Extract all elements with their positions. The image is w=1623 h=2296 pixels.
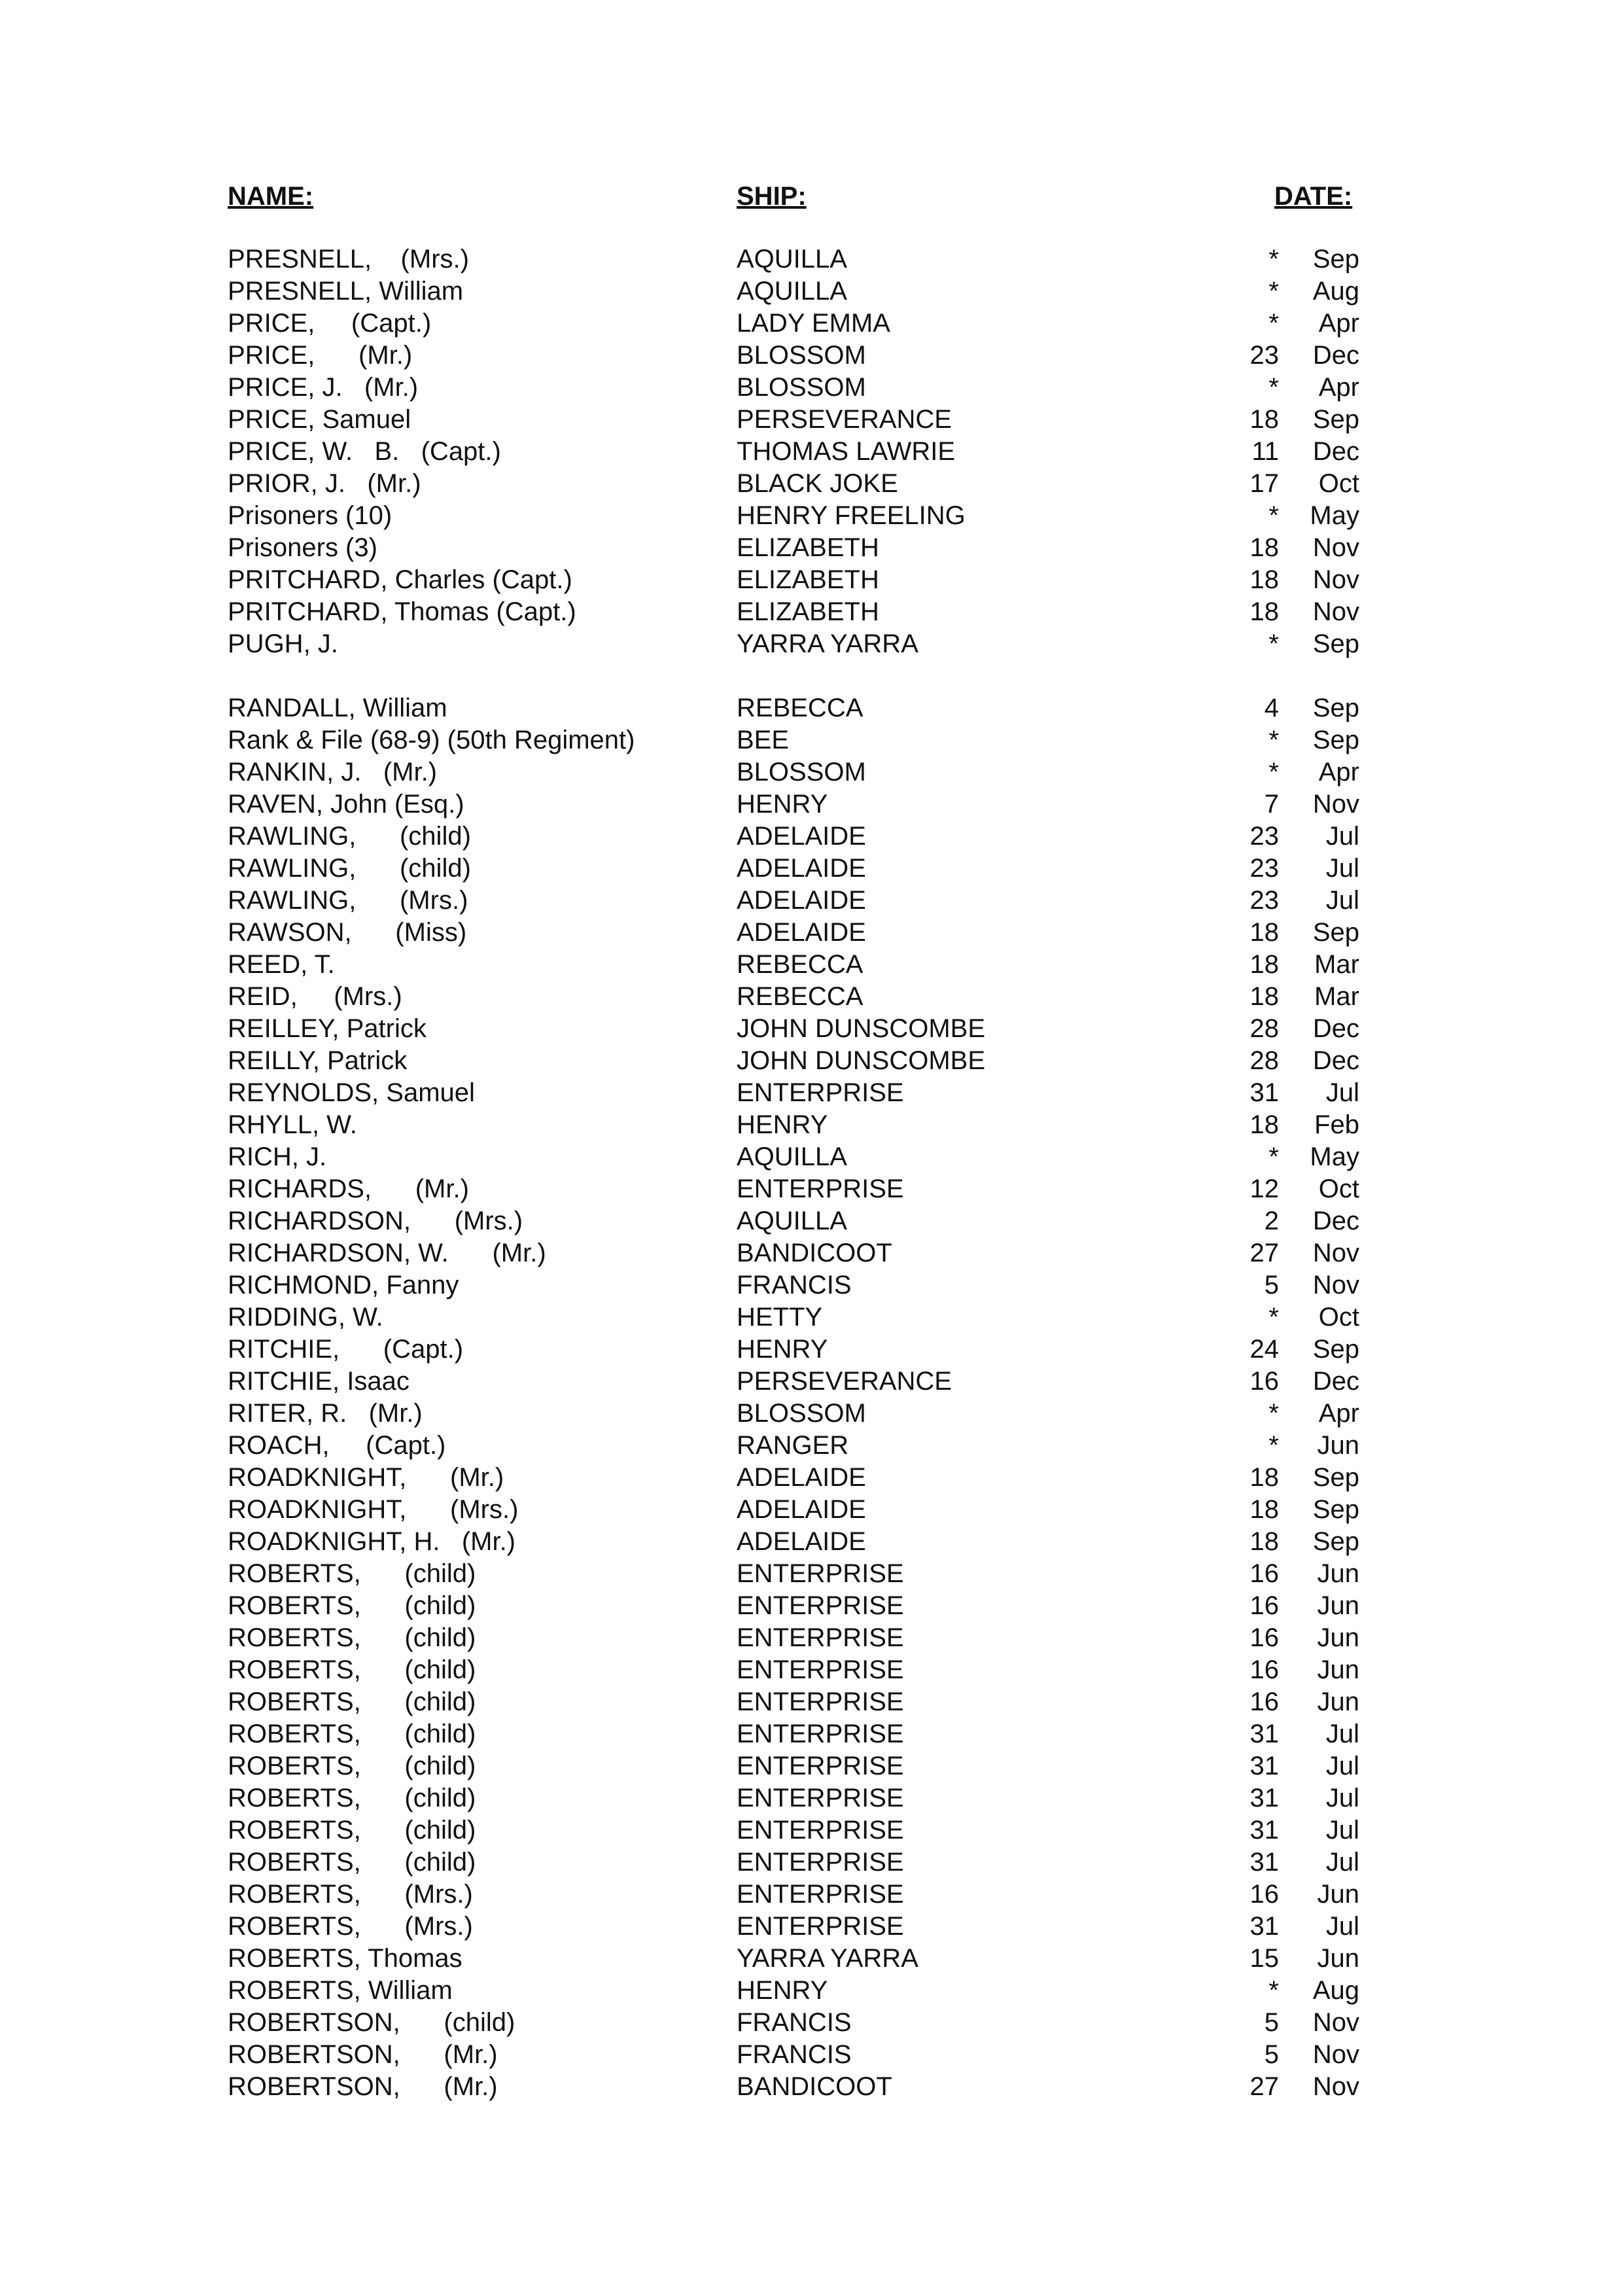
name-cell: RAWLING, (Mrs.) — [228, 886, 468, 915]
ship-cell: ENTERPRISE — [737, 1912, 904, 1941]
group-separator — [0, 660, 1623, 692]
date-month-cell: Jul — [1325, 854, 1359, 883]
date-month-cell: Jul — [1325, 1752, 1359, 1780]
name-cell: ROBERTS, Thomas — [228, 1944, 462, 1973]
date-month-cell: Aug — [1312, 1976, 1359, 2005]
date-month-cell: Apr — [1318, 1399, 1359, 1428]
date-month-cell: Feb — [1314, 1110, 1359, 1139]
ship-cell: ENTERPRISE — [737, 1720, 904, 1748]
name-cell: Prisoners (3) — [228, 533, 377, 562]
ship-cell: ENTERPRISE — [737, 1559, 904, 1588]
list-row — [0, 1237, 1623, 1269]
date-day-cell: 5 — [1264, 1271, 1279, 1299]
date-month-cell: Nov — [1312, 1271, 1359, 1299]
date-month-cell: Sep — [1312, 918, 1359, 947]
ship-cell: YARRA YARRA — [737, 1944, 918, 1973]
ship-cell: ENTERPRISE — [737, 1655, 904, 1684]
date-month-cell: May — [1310, 1142, 1359, 1171]
date-day-cell: 18 — [1249, 1495, 1279, 1524]
name-cell: ROBERTS, (child) — [228, 1623, 476, 1652]
list-row — [0, 788, 1623, 821]
list-row — [0, 1750, 1623, 1782]
list-row — [0, 885, 1623, 917]
list-row — [0, 1430, 1623, 1462]
name-cell: ROADKNIGHT, (Mrs.) — [228, 1495, 519, 1524]
name-cell: ROBERTS, (Mrs.) — [228, 1880, 473, 1909]
list-row — [0, 821, 1623, 853]
name-cell: ROBERTS, (child) — [228, 1687, 476, 1716]
list-row — [0, 1141, 1623, 1173]
ship-cell: ADELAIDE — [737, 1463, 866, 1492]
date-month-cell: Mar — [1314, 982, 1359, 1011]
name-cell: Rank & File (68-9) (50th Regiment) — [228, 726, 635, 754]
date-day-cell: * — [1268, 1976, 1279, 2005]
list-row — [0, 1558, 1623, 1590]
list-row — [0, 1013, 1623, 1045]
date-day-cell: * — [1268, 245, 1279, 274]
list-row — [0, 1622, 1623, 1654]
date-day-cell: 16 — [1249, 1367, 1279, 1396]
ship-cell: ADELAIDE — [737, 1495, 866, 1524]
date-day-cell: * — [1268, 277, 1279, 306]
name-cell: RICHMOND, Fanny — [228, 1271, 459, 1299]
date-day-cell: * — [1268, 1142, 1279, 1171]
date-day-cell: 23 — [1249, 822, 1279, 851]
date-month-cell: Apr — [1318, 758, 1359, 786]
name-cell: RAWLING, (child) — [228, 854, 471, 883]
list-row — [0, 532, 1623, 564]
date-day-cell: 31 — [1249, 1912, 1279, 1941]
list-row — [0, 1398, 1623, 1430]
date-day-cell: 16 — [1249, 1880, 1279, 1909]
list-row — [0, 1654, 1623, 1686]
name-cell: RICHARDS, (Mr.) — [228, 1174, 469, 1203]
date-day-cell: 11 — [1251, 437, 1279, 466]
date-day-cell: * — [1268, 1303, 1279, 1332]
passenger-list — [0, 243, 1623, 2103]
date-month-cell: Sep — [1312, 1495, 1359, 1524]
name-cell: ROBERTS, (child) — [228, 1655, 476, 1684]
list-row — [0, 724, 1623, 756]
name-column-header: NAME: — [228, 182, 314, 211]
name-cell: PRIOR, J. (Mr.) — [228, 469, 421, 498]
date-month-cell: Jun — [1317, 1880, 1359, 1909]
name-cell: ROBERTS, (child) — [228, 1752, 476, 1780]
name-cell: RAWSON, (Miss) — [228, 918, 467, 947]
date-month-cell: Sep — [1312, 1527, 1359, 1556]
list-row — [0, 1301, 1623, 1333]
date-month-cell: Dec — [1312, 1014, 1359, 1043]
list-row — [0, 468, 1623, 500]
date-day-cell: 18 — [1249, 950, 1279, 979]
date-month-cell: Oct — [1318, 469, 1359, 498]
ship-cell: THOMAS LAWRIE — [737, 437, 956, 466]
ship-cell: ENTERPRISE — [737, 1623, 904, 1652]
list-row — [0, 340, 1623, 372]
date-day-cell: 31 — [1249, 1848, 1279, 1877]
name-cell: RICH, J. — [228, 1142, 327, 1171]
list-row — [0, 756, 1623, 788]
ship-cell: REBECCA — [737, 950, 864, 979]
list-row — [0, 2007, 1623, 2039]
date-month-cell: Dec — [1312, 1367, 1359, 1396]
date-month-cell: Jun — [1317, 1591, 1359, 1620]
ship-cell: HENRY — [737, 1976, 828, 2005]
date-day-cell: * — [1268, 758, 1279, 786]
ship-cell: JOHN DUNSCOMBE — [737, 1014, 986, 1043]
ship-cell: REBECCA — [737, 982, 864, 1011]
date-day-cell: 18 — [1249, 918, 1279, 947]
date-month-cell: Aug — [1312, 277, 1359, 306]
date-day-cell: 18 — [1249, 533, 1279, 562]
list-row — [0, 243, 1623, 275]
date-day-cell: 18 — [1249, 1527, 1279, 1556]
ship-cell: ADELAIDE — [737, 886, 866, 915]
name-cell: RANKIN, J. (Mr.) — [228, 758, 437, 786]
date-day-cell: 18 — [1249, 405, 1279, 434]
date-day-cell: 18 — [1249, 565, 1279, 594]
name-cell: RICHARDSON, W. (Mr.) — [228, 1239, 546, 1267]
ship-cell: ENTERPRISE — [737, 1078, 904, 1107]
date-month-cell: Jun — [1317, 1944, 1359, 1973]
ship-cell: ADELAIDE — [737, 918, 866, 947]
date-month-cell: Jul — [1325, 1816, 1359, 1845]
date-month-cell: Nov — [1312, 790, 1359, 819]
ship-cell: ELIZABETH — [737, 565, 879, 594]
ship-cell: BLOSSOM — [737, 758, 866, 786]
date-month-cell: Sep — [1312, 1463, 1359, 1492]
list-row — [0, 1975, 1623, 2007]
list-row — [0, 564, 1623, 596]
ship-cell: FRANCIS — [737, 1271, 852, 1299]
date-day-cell: * — [1268, 309, 1279, 338]
list-row — [0, 853, 1623, 885]
name-cell: RHYLL, W. — [228, 1110, 357, 1139]
ship-cell: ENTERPRISE — [737, 1848, 904, 1877]
ship-cell: HETTY — [737, 1303, 823, 1332]
ship-cell: AQUILLA — [737, 1207, 847, 1235]
date-month-cell: Oct — [1318, 1303, 1359, 1332]
name-cell: ROBERTS, (child) — [228, 1559, 476, 1588]
date-month-cell: Jun — [1317, 1623, 1359, 1652]
name-cell: RICHARDSON, (Mrs.) — [228, 1207, 523, 1235]
ship-cell: BEE — [737, 726, 790, 754]
list-row — [0, 404, 1623, 436]
ship-cell: HENRY — [737, 1110, 828, 1139]
list-row — [0, 1205, 1623, 1237]
date-day-cell: 7 — [1264, 790, 1279, 819]
date-month-cell: Dec — [1312, 437, 1359, 466]
date-month-cell: Jul — [1325, 1720, 1359, 1748]
list-row — [0, 628, 1623, 660]
list-row — [0, 1366, 1623, 1398]
ship-cell: HENRY — [737, 790, 828, 819]
name-cell: ROBERTSON, (Mr.) — [228, 2072, 498, 2101]
date-day-cell: 16 — [1249, 1655, 1279, 1684]
column-headers — [0, 177, 1623, 216]
name-cell: Prisoners (10) — [228, 501, 393, 530]
ship-cell: AQUILLA — [737, 277, 847, 306]
date-month-cell: Dec — [1312, 1046, 1359, 1075]
date-month-cell: Nov — [1312, 597, 1359, 626]
ship-cell: ADELAIDE — [737, 1527, 866, 1556]
date-day-cell: * — [1268, 1431, 1279, 1460]
list-row — [0, 308, 1623, 340]
date-day-cell: 5 — [1264, 2008, 1279, 2037]
name-cell: RITCHIE, Isaac — [228, 1367, 410, 1396]
list-row — [0, 1333, 1623, 1366]
name-cell: PRICE, (Mr.) — [228, 341, 413, 370]
name-cell: ROBERTSON, (child) — [228, 2008, 515, 2037]
ship-cell: ENTERPRISE — [737, 1880, 904, 1909]
list-row — [0, 596, 1623, 628]
ship-cell: ELIZABETH — [737, 533, 879, 562]
name-cell: PRESNELL, William — [228, 277, 464, 306]
ship-cell: HENRY — [737, 1335, 828, 1364]
date-day-cell: 31 — [1249, 1752, 1279, 1780]
list-row — [0, 917, 1623, 949]
list-row — [0, 500, 1623, 532]
date-month-cell: Mar — [1314, 950, 1359, 979]
name-cell: PRITCHARD, Charles (Capt.) — [228, 565, 572, 594]
name-cell: PRITCHARD, Thomas (Capt.) — [228, 597, 576, 626]
ship-cell: RANGER — [737, 1431, 849, 1460]
date-day-cell: 16 — [1249, 1559, 1279, 1588]
date-day-cell: 16 — [1249, 1623, 1279, 1652]
date-month-cell: Sep — [1312, 629, 1359, 658]
name-cell: ROBERTS, (Mrs.) — [228, 1912, 473, 1941]
ship-cell: LADY EMMA — [737, 309, 890, 338]
date-day-cell: 28 — [1249, 1046, 1279, 1075]
ship-cell: BANDICOOT — [737, 2072, 892, 2101]
ship-cell: ADELAIDE — [737, 854, 866, 883]
name-cell: REILLEY, Patrick — [228, 1014, 427, 1043]
date-month-cell: Oct — [1318, 1174, 1359, 1203]
name-cell: RAWLING, (child) — [228, 822, 471, 851]
date-month-cell: Sep — [1312, 726, 1359, 754]
name-cell: REID, (Mrs.) — [228, 982, 402, 1011]
date-day-cell: 31 — [1249, 1784, 1279, 1812]
list-row — [0, 1173, 1623, 1205]
ship-cell: ENTERPRISE — [737, 1816, 904, 1845]
date-month-cell: Sep — [1312, 694, 1359, 722]
ship-cell: PERSEVERANCE — [737, 405, 952, 434]
list-row — [0, 1462, 1623, 1494]
list-row — [0, 1846, 1623, 1879]
list-row — [0, 1494, 1623, 1526]
name-cell: PUGH, J. — [228, 629, 338, 658]
name-cell: PRICE, J. (Mr.) — [228, 373, 419, 402]
list-row — [0, 1109, 1623, 1141]
date-month-cell: Sep — [1312, 1335, 1359, 1364]
ship-cell: BANDICOOT — [737, 1239, 892, 1267]
date-day-cell: 18 — [1249, 1110, 1279, 1139]
list-row — [0, 1045, 1623, 1077]
name-cell: ROADKNIGHT, H. (Mr.) — [228, 1527, 515, 1556]
date-day-cell: 18 — [1249, 597, 1279, 626]
name-cell: ROBERTS, (child) — [228, 1720, 476, 1748]
list-row — [0, 372, 1623, 404]
name-cell: ROBERTS, (child) — [228, 1591, 476, 1620]
date-month-cell: Jul — [1325, 822, 1359, 851]
name-cell: RAVEN, John (Esq.) — [228, 790, 464, 819]
date-month-cell: Sep — [1312, 405, 1359, 434]
ship-column-header: SHIP: — [737, 182, 807, 211]
list-row — [0, 1077, 1623, 1109]
date-month-cell: Jul — [1325, 1078, 1359, 1107]
date-day-cell: 18 — [1249, 1463, 1279, 1492]
list-row — [0, 1526, 1623, 1558]
date-month-cell: Dec — [1312, 341, 1359, 370]
date-month-cell: Nov — [1312, 2072, 1359, 2101]
date-day-cell: * — [1268, 629, 1279, 658]
date-day-cell: 27 — [1249, 1239, 1279, 1267]
ship-cell: HENRY FREELING — [737, 501, 966, 530]
list-row — [0, 2071, 1623, 2103]
date-day-cell: * — [1268, 1399, 1279, 1428]
list-row — [0, 1686, 1623, 1718]
list-row — [0, 981, 1623, 1013]
list-row — [0, 275, 1623, 308]
ship-cell: BLACK JOKE — [737, 469, 898, 498]
ship-cell: YARRA YARRA — [737, 629, 918, 658]
ship-cell: ENTERPRISE — [737, 1687, 904, 1716]
date-month-cell: Dec — [1312, 1207, 1359, 1235]
list-row — [0, 436, 1623, 468]
date-day-cell: 27 — [1249, 2072, 1279, 2101]
name-cell: ROBERTS, (child) — [228, 1848, 476, 1877]
name-cell: ROBERTSON, (Mr.) — [228, 2040, 498, 2069]
date-month-cell: Apr — [1318, 373, 1359, 402]
ship-cell: AQUILLA — [737, 1142, 847, 1171]
list-row — [0, 1782, 1623, 1814]
date-day-cell: 4 — [1264, 694, 1279, 722]
date-day-cell: 18 — [1249, 982, 1279, 1011]
ship-cell: BLOSSOM — [737, 1399, 866, 1428]
date-month-cell: Sep — [1312, 245, 1359, 274]
ship-cell: BLOSSOM — [737, 341, 866, 370]
ship-cell: ELIZABETH — [737, 597, 879, 626]
name-cell: REED, T. — [228, 950, 335, 979]
name-cell: ROBERTS, (child) — [228, 1816, 476, 1845]
name-cell: RITCHIE, (Capt.) — [228, 1335, 464, 1364]
list-row — [0, 692, 1623, 724]
ship-cell: ADELAIDE — [737, 822, 866, 851]
ship-cell: FRANCIS — [737, 2040, 852, 2069]
date-day-cell: 23 — [1249, 341, 1279, 370]
date-day-cell: * — [1268, 501, 1279, 530]
date-day-cell: 15 — [1249, 1944, 1279, 1973]
ship-cell: ENTERPRISE — [737, 1174, 904, 1203]
date-month-cell: Jul — [1325, 1912, 1359, 1941]
date-day-cell: 2 — [1264, 1207, 1279, 1235]
ship-cell: ENTERPRISE — [737, 1591, 904, 1620]
ship-cell: ENTERPRISE — [737, 1784, 904, 1812]
date-month-cell: Jul — [1325, 886, 1359, 915]
date-month-cell: Jun — [1317, 1687, 1359, 1716]
date-day-cell: 31 — [1249, 1720, 1279, 1748]
ship-cell: FRANCIS — [737, 2008, 852, 2037]
date-month-cell: May — [1310, 501, 1359, 530]
ship-cell: PERSEVERANCE — [737, 1367, 952, 1396]
date-month-cell: Nov — [1312, 2008, 1359, 2037]
name-cell: PRICE, (Capt.) — [228, 309, 432, 338]
name-cell: REYNOLDS, Samuel — [228, 1078, 475, 1107]
date-day-cell: * — [1268, 373, 1279, 402]
date-month-cell: Jun — [1317, 1431, 1359, 1460]
ship-cell: REBECCA — [737, 694, 864, 722]
date-day-cell: 16 — [1249, 1591, 1279, 1620]
list-row — [0, 1879, 1623, 1911]
list-row — [0, 1718, 1623, 1750]
date-month-cell: Nov — [1312, 533, 1359, 562]
list-row — [0, 1814, 1623, 1846]
name-cell: PRICE, W. B. (Capt.) — [228, 437, 501, 466]
date-day-cell: 23 — [1249, 854, 1279, 883]
ship-cell: BLOSSOM — [737, 373, 866, 402]
name-cell: ROBERTS, (child) — [228, 1784, 476, 1812]
name-cell: RIDDING, W. — [228, 1303, 383, 1332]
date-day-cell: 31 — [1249, 1816, 1279, 1845]
name-cell: ROBERTS, William — [228, 1976, 453, 2005]
name-cell: REILLY, Patrick — [228, 1046, 408, 1075]
ship-cell: JOHN DUNSCOMBE — [737, 1046, 986, 1075]
list-row — [0, 1943, 1623, 1975]
date-day-cell: 5 — [1264, 2040, 1279, 2069]
date-column-header: DATE: — [1274, 182, 1353, 211]
name-cell: ROACH, (Capt.) — [228, 1431, 446, 1460]
ship-cell: ENTERPRISE — [737, 1752, 904, 1780]
date-day-cell: * — [1268, 726, 1279, 754]
name-cell: RITER, R. (Mr.) — [228, 1399, 423, 1428]
list-row — [0, 1911, 1623, 1943]
list-row — [0, 2039, 1623, 2071]
date-day-cell: 28 — [1249, 1014, 1279, 1043]
date-day-cell: 24 — [1249, 1335, 1279, 1364]
name-cell: RANDALL, William — [228, 694, 447, 722]
date-month-cell: Nov — [1312, 1239, 1359, 1267]
list-row — [0, 1590, 1623, 1622]
list-row — [0, 1269, 1623, 1301]
date-day-cell: 31 — [1249, 1078, 1279, 1107]
date-month-cell: Jul — [1325, 1784, 1359, 1812]
ship-cell: AQUILLA — [737, 245, 847, 274]
date-month-cell: Jun — [1317, 1559, 1359, 1588]
date-month-cell: Jun — [1317, 1655, 1359, 1684]
list-row — [0, 949, 1623, 981]
name-cell: PRESNELL, (Mrs.) — [228, 245, 469, 274]
date-month-cell: Nov — [1312, 565, 1359, 594]
name-cell: ROADKNIGHT, (Mr.) — [228, 1463, 504, 1492]
date-month-cell: Nov — [1312, 2040, 1359, 2069]
date-day-cell: 16 — [1249, 1687, 1279, 1716]
date-month-cell: Jul — [1325, 1848, 1359, 1877]
date-day-cell: 12 — [1249, 1174, 1279, 1203]
name-cell: PRICE, Samuel — [228, 405, 411, 434]
date-day-cell: 23 — [1249, 886, 1279, 915]
date-day-cell: 17 — [1249, 469, 1279, 498]
date-month-cell: Apr — [1318, 309, 1359, 338]
